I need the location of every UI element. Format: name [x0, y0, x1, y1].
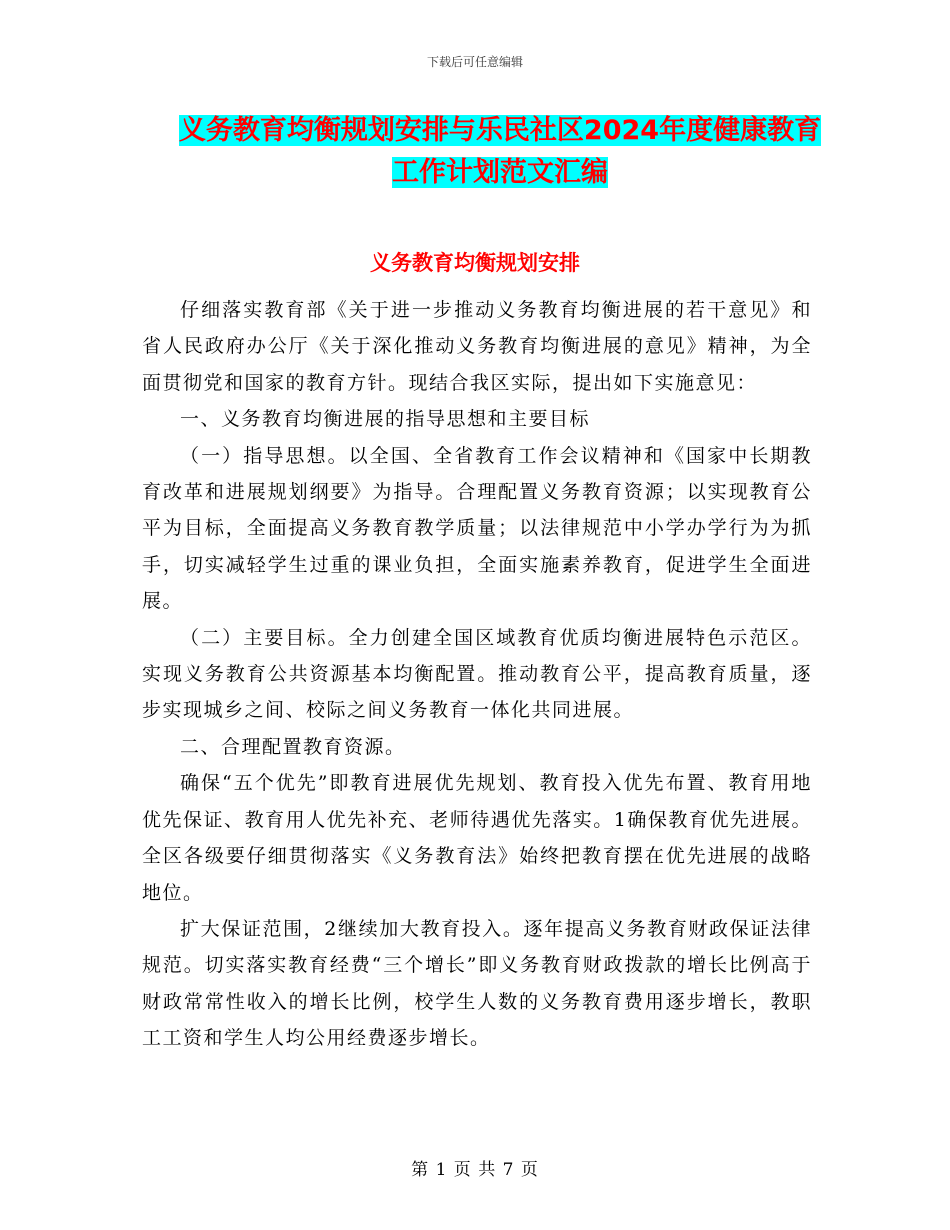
section-heading: 义务教育均衡规划安排 [370, 251, 580, 275]
paragraph: 确保“五个优先”即教育进展优先规划、教育投入优先布置、教育用地优先保证、教育用人优先补充、老师待遇优先落实。1确保教育优先进展。全区各级要仔细贯彻落实《义务教育法》始终把教育摆在优先进展的战略地位。 [142, 772, 812, 904]
header-note: 下载后可任意编辑 [426, 55, 523, 69]
document-body [142, 292, 812, 1057]
paragraph: 一、义务教育均衡进展的指导思想和主要目标 [180, 408, 591, 431]
document-title-line-2: 工作计划范文汇编 [392, 157, 608, 188]
paragraph: （二）主要目标。全力创建全国区域教育优质均衡进展特色示范区。实现义务教育公共资源基本均衡配置。推动教育公平，提高教育质量，逐步实现城乡之间、校际之间义务教育一体化共同进展。 [142, 626, 812, 722]
document-title [140, 110, 860, 194]
document-title-line-1: 义务教育均衡规划安排与乐民社区2024年度健康教育 [178, 115, 822, 146]
paragraph: （一）指导思想。以全国、全省教育工作会议精神和《国家中长期教育改革和进展规划纲要》为指导。合理配置义务教育资源；以实现教育公平为目标，全面提高义务教育教学质量；以法律规范中小学办学行为为抓手，切实减轻学生过重的课业负担，全面实施素养教育，促进学生全面进展。 [142, 444, 812, 613]
paragraph: 扩大保证范围，2继续加大教育投入。逐年提高义务教育财政保证法律规范。切实落实教育经费“三个增长”即义务教育财政拨款的增长比例高于财政常常性收入的增长比例，校学生人数的义务教育费用逐步增长，教职工工资和学生人均公用经费逐步增长。 [142, 917, 812, 1050]
page-number: 第 1 页 共 7 页 [411, 1160, 539, 1180]
paragraph: 仔细落实教育部《关于进一步推动义务教育均衡进展的若干意见》和 省人民政府办公厅《关于深化推动义务教育均衡进展的意见》精神，为全面贯彻党和国家的教育方针。现结合我区实际，提出如下实施意见： [142, 299, 812, 394]
paragraph: 二、合理配置教育资源。 [180, 735, 406, 758]
